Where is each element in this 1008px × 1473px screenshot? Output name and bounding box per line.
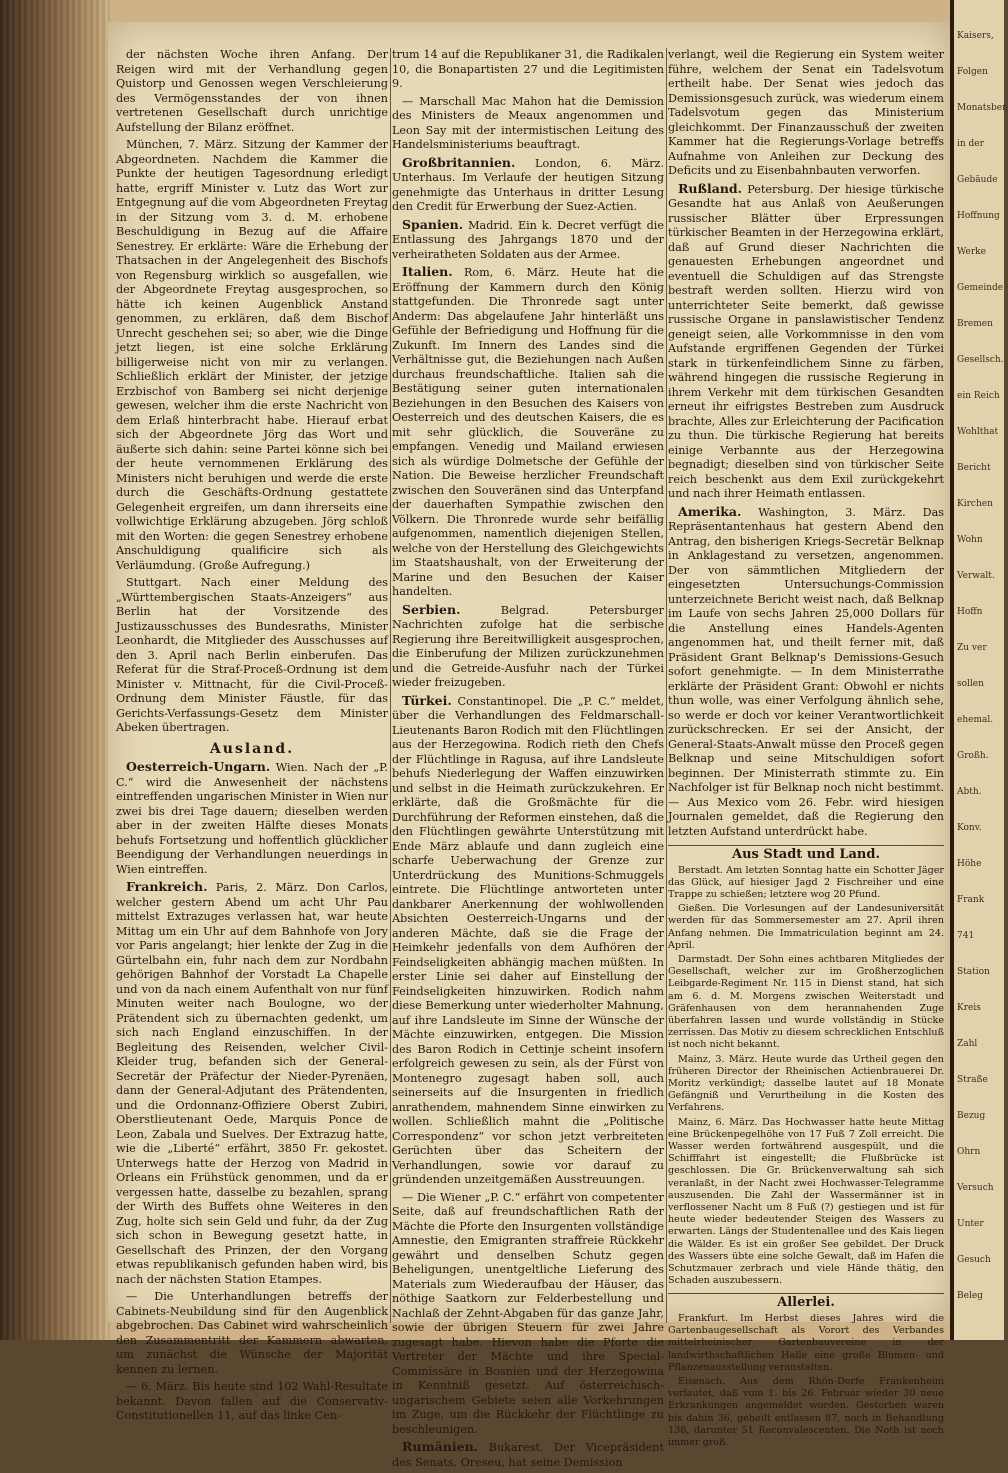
paragraph-text: Rom, 6. März. Heute hat die Eröffnung der Kammern durch den König stattgefunden. Die Thronrede sagt unter Anderm: Das abgelaufene Jahr hinterläßt uns Gefühle der Befriedigung und Hoffnung für die Zukunft. Im Innern des Landes sind die Verhältnisse gut, die Beziehungen nach Außen durchaus freundschaftliche. Italien sah die Bestätigung seiner guten internationalen Beziehungen in den Besuchen des Kaisers von Oesterreich und des deutschen Kaisers, die es mit sehr glücklich, die Souveräne zu empfangen. Venedig und Mailand erwiesen sich als würdige Dolmetsche der Gefühle der Nation. Die Beweise herzlicher Freundschaft zwischen den Souveränen sind das Unterpfand der dauerhaften Sympathie zwischen den Völkern. Die Thronrede wurde sehr beifällig aufgenommen, namentlich diejenigen Stellen, welche von der Herstellung des Gleichgewichts im Staatshaushalt, von der Erweiterung der Marine und den Besuchen der Kaiser handelten.	[392, 266, 664, 598]
adjacent-page-text: sollen	[957, 679, 984, 689]
paragraph-text: Madrid. Ein k. Decret verfügt die Entlassung des Jahrgangs 1870 und der verheiratheten Soldaten aus der Armee.	[392, 218, 664, 261]
adjacent-page-text: Beleg	[957, 1291, 983, 1301]
column-2	[392, 48, 664, 1473]
adjacent-page-text: Monatsber.	[957, 103, 1008, 113]
adjacent-page-text: ein Reich	[957, 391, 1000, 401]
column-3	[668, 48, 944, 1451]
adjacent-page-text: Kreis	[957, 1003, 981, 1013]
adjacent-page-text: ehemal.	[957, 715, 994, 725]
paragraph: München, 7. März. Sitzung der Kammer der Abgeordneten. Nachdem die Kammer die Punkte der heutigen Tagesordnung erledigt hatte, ergriff Minister v. Lutz das Wort zur Entgegnung auf die vom Abgeordneten Freytag in der Sitzung vom 3. d. M. erhobene Beschuldigung in Bezug auf die Affaire Senestrey. Er erklärte: Wäre die Erhebung der Thatsachen in der Angelegenheit des Bischofs von Regensburg wirklich so ausgefallen, wie der Abgeordnete Freytag ausgesprochen, so hätte ich keinen Augenblick Anstand genommen, zu erklären, daß dem Bischof Unrecht geschehen sei; so aber, wie die Dinge jetzt liegen, ist eine solche Erklärung billigerweise nicht von mir zu verlangen. Schließlich erklärt der Minister, der jetzige Erzbischof von Bamberg sei nicht derjenige gewesen, welcher ihm die erste Nachricht von dem Erlaß hinterbracht habe. Hierauf erbat sich der Abgeordnete Jörg das Wort und äußerte sich dahin: seine Partei könne sich bei der heute vernommenen Erklärung des Ministers nicht beruhigen und werde die erste durch die Geschäfts-Ordnung gestattete Gelegenheit ergreifen, um dann ihrerseits eine vollwichtige Erklärung abzugeben. Jörg schloß mit den Worten: die gegen Senestrey erhobene Anschuldigung qualificire sich als Verläumdung. (Große Aufregung.)	[116, 138, 388, 572]
adjacent-page-text: Kirchen	[957, 499, 993, 509]
column-1	[116, 48, 388, 1427]
paragraph-text: Wien. Nach der „P. C.“ wird die Anwesenheit der nächstens eintreffenden ungarischen Minister in Wien nur zwei bis drei Tage dauern; dieselben werden aber in der zweiten Hälfte dieses Monats behufs Fortsetzung und hoffentlich glücklicher Beendigung der Verhandlungen neuerdings in Wien eintreffen.	[116, 761, 388, 876]
misc-item: Frankfurt. Im Herbst dieses Jahres wird die Gartenbaugesellschaft als Vorort des Verbandes mittelrheinischer Gartenbauvereine in der landwirthschaftlichen Halle eine große Blumen- und Pflanzenausstellung veranstalten.	[668, 1312, 944, 1373]
paragraph	[392, 603, 664, 691]
country-heading: Spanien.	[402, 216, 464, 232]
adjacent-page-text: Abth.	[957, 787, 982, 797]
paragraph	[392, 694, 664, 1188]
country-heading: Italien.	[402, 264, 453, 279]
adjacent-page-text: Zu ver	[957, 643, 987, 653]
local-item: Berstadt. Am letzten Sonntag hatte ein Schotter Jäger das Glück, auf hiesiger Jagd 2 Fischreiher und eine Trappe zu schießen; letztere wog 20 Pfund.	[668, 864, 944, 900]
country-heading: Serbien.	[402, 601, 461, 617]
paragraph: — 6. März. Bis heute sind 102 Wahl-Resultate bekannt. Davon fallen auf die Conservativ-Constitutionellen 11, auf das linke Cen-	[116, 1380, 388, 1422]
adjacent-page-text: Versuch	[957, 1183, 994, 1193]
paragraph: — Die Wiener „P. C.“ erfährt von competenter Seite, daß auf freundschaftlichen Rath der Mächte die Pforte den Insurgenten vollständige Amnestie, den Emigranten straffreie Rückkehr gewährt und denselben Schutz gegen Beheligungen, unentgeltliche Lieferung des Materials zum Wiederaufbau der Häuser, das nöthige Saatkorn zur Felderbestellung und Nachlaß der Zehnt-Abgaben für das ganze Jahr, sowie der übrigen Steuern für zwei Jahre zugesagt habe. Hievon habe die Pforte die Vertreter der Mächte und ihre Special-Commissäre in Bosnien und der Herzegowina in Kenntniß gesetzt. Auf österreichisch-ungarischem Gebiete seien alle Vorkehrungen im Zuge, um die Rückkehr der Flüchtlinge zu beschleunigen.	[392, 1190, 664, 1436]
misc-item: Eisenach. Aus dem Rhön-Dorfe Frankenheim verlautet, daß vom 1. bis 26. Februar wieder 30 neue Erkrankungen angemeldet worden. Gestorben waren bis dahin 36, geheilt entlassen 87, noch in Behandlung 138, darunter 51 Reconvalescenten. Die Noth ist noch immer groß.	[668, 1375, 944, 1448]
adjacent-page-text: Gesellsch.	[957, 355, 1004, 365]
local-news	[668, 865, 944, 1288]
adjacent-page-text: Konv.	[957, 823, 982, 833]
paragraph: der nächsten Woche ihren Anfang. Der Reigen wird mit der Verhandlung gegen Quistorp und Genossen wegen Verschleierung des Vermögensstandes der von ihnen vertretenen Gesellschaft durch unrichtige Aufstellung der Bilanz eröffnet.	[116, 48, 388, 134]
book-spine	[0, 0, 110, 1340]
paragraph-text: Paris, 2. März. Don Carlos, welcher gestern Abend um acht Uhr Pau mittelst Extrazuges verlassen hat, war heute Mittag um ein Uhr auf dem Bahnhofe von Jory vor Paris angelangt; hier lenkte der Zug in die Gürtelbahn ein, fuhr nach dem zur Nordbahn gehörigen Bahnhof der Vorstadt La Chapelle und von da nach einem Aufenthalt von nur fünf Minuten weiter nach Boulogne, wo der Prätendent sich zu übernachten gedenkt, um sich nach England einzuschiffen. In der Begleitung des Reisenden, welcher Civil-Kleider trug, befanden sich der General-Secretär der Präfectur der Nieder-Pyrenäen, dann der General-Adjutant des Prätendenten, und die Ordonnanz-Offiziere Oberst Zubiri, Oberstlieutenant Oede, Marquis Ponce de Leon, Zabala und Suelves. Der Extrazug hatte, wie die „Liberté“ erfährt, 3850 Fr. gekostet. Unterwegs hatte der Herzog von Madrid in Orleans ein Frühstück genommen, und da er vergessen hatte, dasselbe zu bezahlen, sprang der Wirth des Buffets ohne Weiteres in den Zug, holte sich sein Geld und fuhr, da der Zug sich schon in Bewegung gesetzt hatte, in Gesellschaft des Prinzen, der den Vorgang etwas republikanisch gefunden haben wird, bis nach der nächsten Station Etampes.	[116, 881, 388, 1286]
adjacent-page-text: Gebäude	[957, 175, 998, 185]
adjacent-page-text: Gesuch	[957, 1255, 991, 1265]
adjacent-page-text: Wohlthat	[957, 427, 999, 437]
adjacent-page-text: Bericht	[957, 463, 991, 473]
paragraph	[392, 156, 664, 215]
local-item: Gießen. Die Vorlesungen auf der Landesuniversität werden für das Sommersemester am 27. April ihren Anfang nehmen. Die Immatriculation beginnt am 24. April.	[668, 903, 944, 951]
section-heading-ausland: Ausland.	[209, 740, 295, 757]
adjacent-page-edge	[950, 0, 1008, 1340]
paragraph: verlangt, weil die Regierung ein System weiter führe, welchem der Senat ein Tadelsvotum ertheilt habe. Der Senat wies jedoch das Demissionsgesuch zurück, was wiederum einem Tadelsvotum gegen das Ministerium gleichkommt. Der Finanzausschuß der zweiten Kammer hat die Regierungs-Vorlage betreffs Aufnahme von Anleihen zur Deckung des Deficits und zu Eisenbahnbauten verworfen.	[668, 48, 944, 177]
local-item: Mainz, 6. März. Das Hochwasser hatte heute Mittag eine Brückenpegelhöhe von 17 Fuß 7 Zoll erreicht. Die Wasser werden fortwährend ausgespült, und die Schifffahrt ist eingestellt; die Flußbrücke ist geschlossen. Die Gr. Brückenverwaltung sah sich veranlaßt, in der Nacht zwei Hochwasser-Telegramme auszusenden. Die Zahl der Wassermänner ist in verflossener Nacht um 8 Fuß (?) gestiegen und ist für heute wieder bedeutender Steigen des Wassers zu erwarten. Längs der Studentenallee und des Kais liegen die Wälder. Es ist ein großer See gebildet. Der Druck des Wassers übte eine solche Gewalt, daß im Hafen die Schutzmauer zerbrach und viele Hände thätig, den Schaden auszubessern.	[668, 1116, 944, 1287]
paragraph-text: London, 6. März. Unterhaus. Im Verlaufe der heutigen Sitzung genehmigte das Unterhaus in dritter Lesung den Credit für Erwerbung der Suez-Actien.	[392, 156, 664, 213]
country-heading: Großbritannien.	[402, 154, 516, 170]
adjacent-page-text: Bremen	[957, 319, 993, 329]
adjacent-page-text: Frank	[957, 895, 985, 905]
adjacent-page-text: Werke	[957, 247, 986, 257]
paragraph: Stuttgart. Nach einer Meldung des „Württembergischen Staats-Anzeigers“ aus Berlin hat der Vorsitzende des Justizausschusses des Bundesraths, Minister Leonhardt, die Mitglieder des Ausschusses auf den 3. April nach Berlin einberufen. Das Referat für die Straf-Proceß-Ordnung ist dem Minister v. Mittnacht, für die Civil-Proceß-Ordnung dem Minister Fäustle, für das Gerichts-Verfassungs-Gesetz dem Minister Abeken übertragen.	[116, 576, 388, 734]
country-heading: Frankreich.	[126, 879, 208, 894]
paragraph: — Die Unterhandlungen betreffs der Cabinets-Neubildung sind für den Augenblick abgebrochen. Das Cabinet wird wahrscheinlich den Zusammentritt der Kammern abwarten, um zunächst die Wünsche der Majorität kennen zu lernen.	[116, 1290, 388, 1376]
paragraph	[668, 182, 944, 502]
adjacent-page-text: Ohrn	[957, 1147, 981, 1157]
adjacent-page-text: Wohn	[957, 535, 983, 545]
adjacent-page-text: Bezug	[957, 1111, 986, 1121]
adjacent-page-text: Gemeinde	[957, 283, 1004, 293]
paragraph-text: Petersburg. Der hiesige türkische Gesandte hat aus Anlaß von Aeußerungen russischer Blätter über Erpressungen türkischer Beamten in der Herzegowina erklärt, daß auf Grund dieser Nachrichten die genauesten Erhebungen angeordnet und eventuell die Schuldigen auf das Strengste bestraft werden sollten. Hierzu wird von unterrichteter Seite bemerkt, daß gewisse russische Organe in panslawistischer Tendenz geneigt seien, alle Vorkommnisse in den vom Aufstande ergriffenen Gegenden der Türkei stark in türkenfeindlichem Sinne zu färben, während hingegen die russische Regierung in ihrem Verkehr mit dem türkischen Gesandten erneut ihr eifrigstes Bestreben zum Ausdruck brachte, Alles zur Erleichterung der Pacification zu thun. Die türkische Regierung hat bereits einige Verbannte aus der Herzegowina begnadigt; dieselben sind von türkischer Seite reich beschenkt aus dem Exil zurückgekehrt und nach ihrer Heimath entlassen.	[668, 182, 945, 500]
adjacent-page-text: Folgen	[957, 67, 988, 77]
adjacent-page-text: Unter	[957, 1219, 984, 1229]
country-heading: Rußland.	[678, 180, 743, 196]
adjacent-page-text: Hoffnung	[957, 211, 1000, 221]
paragraph	[116, 760, 388, 877]
adjacent-page-text: Zahl	[957, 1039, 978, 1049]
local-item: Darmstadt. Der Sohn eines achtbaren Mitgliedes der Gesellschaft, welcher zur im Großherzoglichen Leibgarde-Regiment Nr. 115 in Dienst stand, hat sich am 6. d. M. Morgens zwischen Weiterstadt und Gräfenhausen von dem herannahenden Zuge überfahren lassen und wurde vollständig in Stücke zerrissen. Das Motiv zu diesem schrecklichen Entschluß ist noch nicht bekannt.	[668, 953, 944, 1051]
adjacent-page-text: Hoffn	[957, 607, 983, 617]
adjacent-page-text: in der	[957, 139, 984, 149]
column-rule-2	[666, 48, 667, 1323]
adjacent-page-text: Straße	[957, 1075, 988, 1085]
adjacent-page-text: Kaisers,	[957, 31, 994, 41]
paragraph-text: Belgrad. Petersburger Nachrichten zufolge hat die serbische Regierung ihre Bereitwilligkeit ausgesprochen, die Einberufung der Milizen zurückzunehmen und die Getreide-Ausfuhr nach der Türkei wieder freizugeben.	[392, 603, 664, 689]
miscellany	[668, 1313, 944, 1449]
adjacent-page-text: Station	[957, 967, 990, 977]
paragraph-text: Washington, 3. März. Das Repräsentantenhaus hat gestern Abend den Antrag, den bisherigen Kriegs-Secretär Belknap in Anklagestand zu versetzen, angenommen. Der von sämmtlichen Mitgliedern der eingesetzten Untersuchungs-Commission unterzeichnete Bericht weist nach, daß Belknap im Laufe von sechs Jahren 25,000 Dollars für die Anstellung eines Handels-Agenten angenommen hat, und theilt ferner mit, daß Präsident Grant Belknap's Demissions-Gesuch sofort genehmigte. — In dem Ministerrathe erklärte der Präsident Grant: Obwohl er nichts thun wolle, was einer Verfolgung ähnlich sehe, so werde er doch vor keiner Verantwortlichkeit zurückschrecken. Er sei der Ansicht, der General-Staats-Anwalt müsse den Proceß gegen Belknap und seine Mitschuldigen sofort beginnen. Der Ministerrath stimmte zu. Ein Nachfolger ist für Belknap noch nicht bestimmt. — Aus Mexico vom 26. Febr. wird hiesigen Journalen gemeldet, daß die Regierung den letzten Aufstand unterdrückt habe.	[668, 505, 944, 838]
paragraph-text: Bukarest. Der Vicepräsident des Senats, Oreseu, hat seine Demission	[392, 1441, 664, 1469]
paragraph-text: Constantinopel. Die „P. C.“ meldet, über die Verhandlungen des Feldmarschall-Lieutenants Baron Rodich mit den Flüchtlingen aus der Herzegowina. Rodich rieth den Chefs der Flüchtlinge in Ragusa, auf ihre Landsleute behufs Niederlegung der Waffen einzuwirken und selbst in die Heimath zurückzukehren. Er erklärte, daß die Großmächte für die Durchführung der Reformen einstehen, daß die den Flüchtlingen gewährte Unterstützung mit Ende März ablaufe und dann zugleich eine scharfe Ueberwachung der Grenze zur Unterdrückung des Munitions-Schmuggels eintrete. Die Flüchtlinge antworteten unter dankbarer Anerkennung der wohlwollenden Absichten Oesterreich-Ungarns und der anderen Mächte, daß sie die Frage der Heimkehr jedenfalls von dem Aufhören der Feindseligkeiten abhängig machen müßten. In erster Linie sei daher auf Einstellung der Feindseligkeiten hinzuwirken. Rodich nahm diese Bemerkung unter wiederholter Mahnung, auf ihre Landsleute im Sinne der Wünsche der Mächte einzuwirken, entgegen. Die Mission des Baron Rodich in Cettinje scheint insofern erfolgreich gewesen zu sein, als der Fürst von Montenegro zugesagt haben soll, auch seinerseits auf die Insurgenten in friedlich anrathendem, mahnendem Sinne einwirken zu wollen. Schließlich mahnt die „Politische Correspondenz“ vor schon jetzt verbreiteten Gerüchten über das Scheitern der Verhandlungen, sowie vor darauf zu gründenden unzeitgemäßen Ausstreuungen.	[392, 694, 665, 1186]
paragraph	[116, 880, 388, 1287]
paragraph	[392, 218, 664, 263]
section-heading-allerlei: Allerlei.	[668, 1293, 944, 1311]
paragraph	[392, 265, 664, 600]
country-heading: Oesterreich-Ungarn.	[126, 759, 271, 774]
adjacent-page-text: 741	[957, 931, 975, 941]
section-heading-stadt-und-land: Aus Stadt und Land.	[668, 845, 944, 863]
paragraph: trum 14 auf die Republikaner 31, die Radikalen 10, die Bonapartisten 27 und die Legitimisten 9.	[392, 48, 664, 90]
paragraph	[668, 505, 944, 840]
paragraph	[392, 1440, 664, 1470]
adjacent-page-text: Großh.	[957, 751, 989, 761]
adjacent-page-text: Höhe	[957, 859, 982, 869]
country-heading: Amerika.	[678, 503, 742, 519]
column-rule-1	[390, 48, 391, 1323]
country-heading: Türkei.	[402, 692, 452, 708]
local-item: Mainz, 3. März. Heute wurde das Urtheil gegen den früheren Director der Rheinischen Actienbrauerei Dr. Moritz verkündigt; dasselbe lautet auf 18 Monate Gefängniß und Verurtheilung in die Kosten des Verfahrens.	[668, 1053, 944, 1114]
paragraph: — Marschall Mac Mahon hat die Demission des Ministers de Meaux angenommen und Leon Say mit der intermistischen Leitung des Handelsministeriums beauftragt.	[392, 94, 664, 151]
adjacent-page-text: Verwalt.	[957, 571, 995, 581]
country-heading: Rumänien.	[402, 1439, 479, 1454]
